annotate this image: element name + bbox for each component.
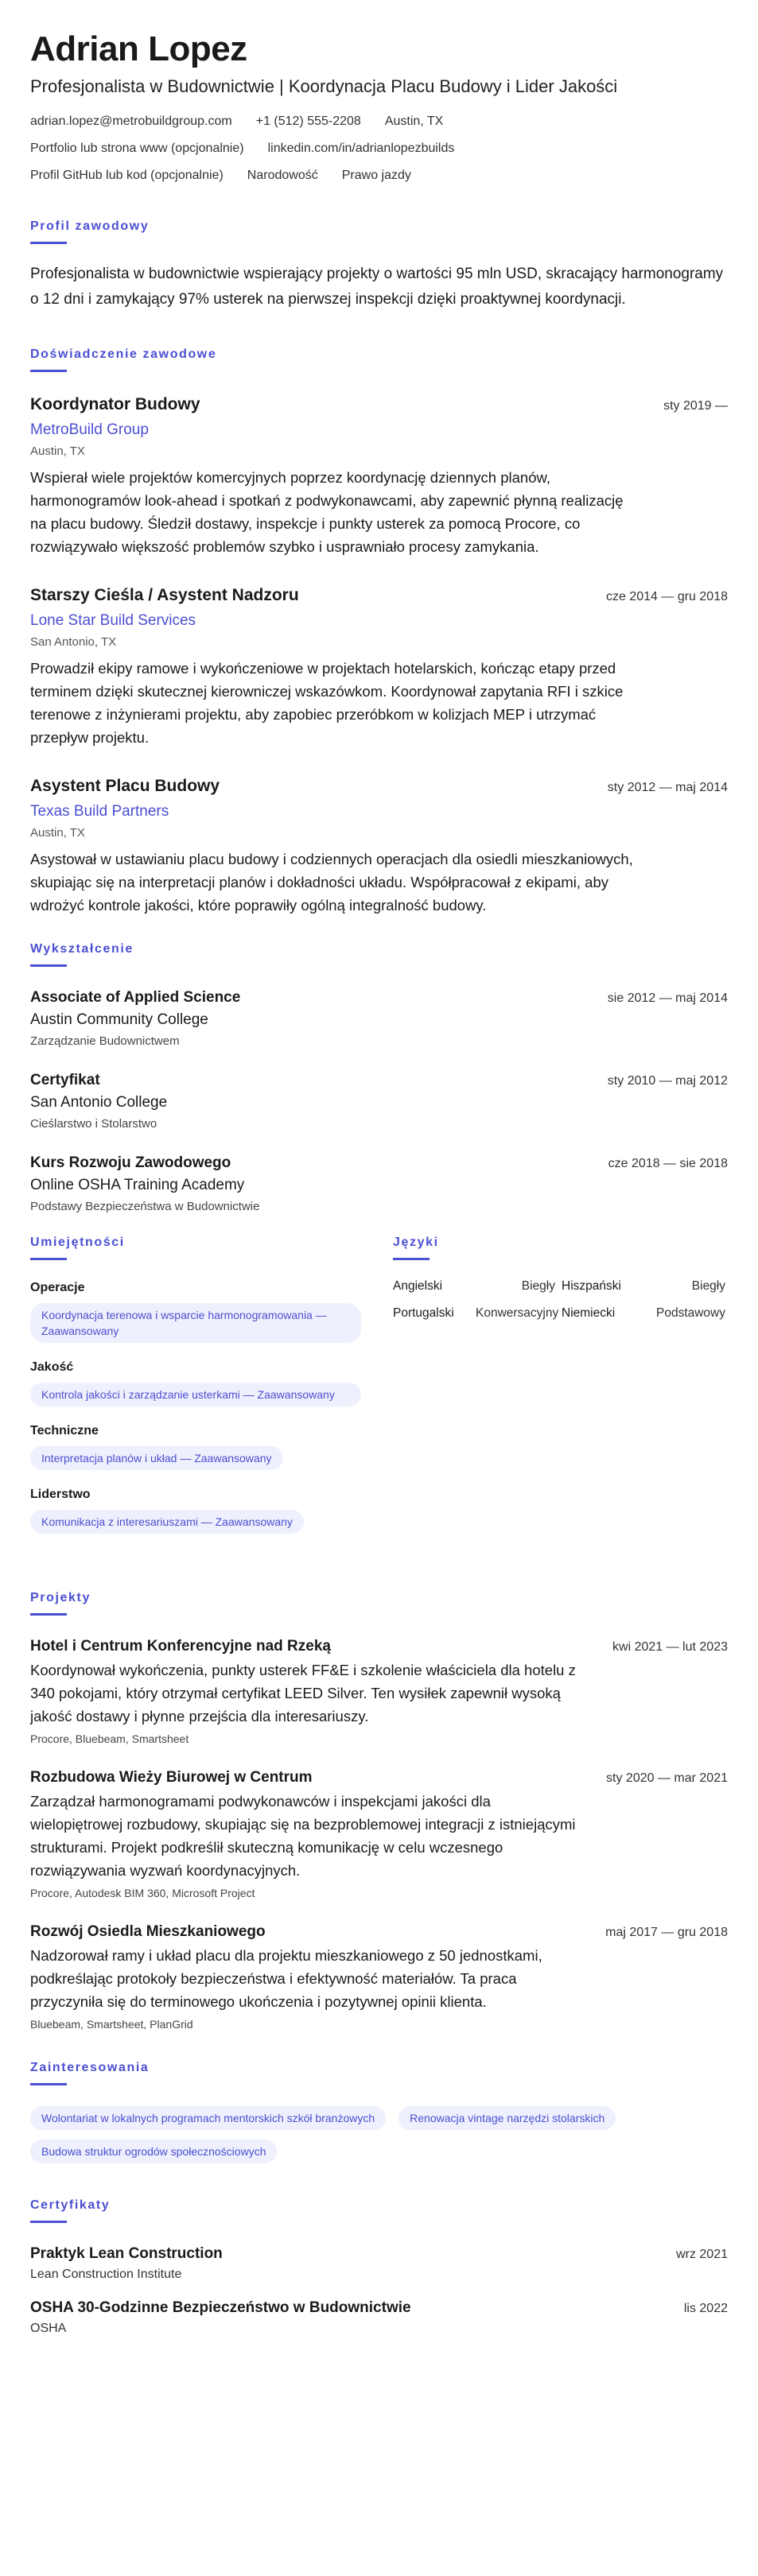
languages-grid [393, 1279, 725, 1321]
contact-row [30, 140, 728, 157]
education-institution: Austin Community College [30, 1011, 208, 1028]
job-date: sty 2019 — [663, 399, 728, 413]
education-item [30, 1153, 728, 1215]
section-title: Języki [393, 1236, 439, 1249]
project-title: Rozwój Osiedla Mieszkaniowego [30, 1923, 266, 1940]
section-title: Zainteresowania [30, 2061, 150, 2074]
interests-list [30, 2106, 714, 2163]
interest-pill: Budowa struktur ogrodów społecznościowych [30, 2140, 277, 2163]
education-field: Podstawy Bezpieczeństwa w Budownictwie [30, 1200, 260, 1213]
summary-section [30, 219, 728, 312]
certificate-date: wrz 2021 [676, 2248, 728, 2261]
job-description: Prowadził ekipy ramowe i wykończeniowe w projektach hotelarskich, kończąc etapy przed terminem dzięki skutecznej kierowniczej wskazówkom. Koordynował zapytania RFI i szkice terenowe z inżynierami projektu, aby zapobiec przeróbkom w kolizjach MEP i utrzymać przepływ projektu. [30, 660, 624, 746]
contact-github[interactable]: Profil GitHub lub kod (opcjonalnie) [30, 169, 224, 182]
project-title: Rozbudowa Wieży Biurowej w Centrum [30, 1769, 313, 1786]
candidate-headline: Profesjonalista w Budownictwie | Koordynacja Placu Budowy i Lider Jakości [30, 76, 618, 96]
summary-text: Profesjonalista w budownictwie wspierający projekty o wartości 95 mln USD, skracający harmonogramy o 12 dni i zamykający 97% usterek na pierwszej inspekcji dzięki proaktywnej koordynacji. [30, 266, 724, 308]
contact-nationality: Narodowość [247, 169, 318, 182]
section-title: Projekty [30, 1591, 91, 1604]
skill-pill: Koordynacja terenowa i wsparcie harmonogramowania — Zaawansowany [30, 1303, 361, 1343]
certificate-date: lis 2022 [683, 2302, 728, 2315]
section-title: Profil zawodowy [30, 219, 150, 233]
education-degree: Certyfikat [30, 1072, 100, 1088]
job-location: Austin, TX [30, 826, 85, 840]
contact-row [30, 167, 728, 184]
skill-group-name: Jakość [30, 1360, 74, 1374]
projects-section [30, 1591, 728, 2032]
contact-linkedin[interactable]: linkedin.com/in/adrianlopezbuilds [267, 142, 455, 155]
candidate-name: Adrian Lopez [30, 29, 247, 68]
job-company: Lone Star Build Services [30, 612, 196, 629]
language-name: Angielski [393, 1279, 443, 1293]
section-divider [30, 370, 67, 372]
contact-email[interactable]: adrian.lopez@metrobuildgroup.com [30, 114, 232, 128]
skill-group-name: Techniczne [30, 1424, 99, 1437]
education-date: cze 2018 — sie 2018 [608, 1157, 728, 1170]
education-institution: San Antonio College [30, 1094, 168, 1111]
interest-pill: Wolontariat w lokalnych programach mentorskich szkół branżowych [30, 2106, 386, 2130]
contact-portfolio[interactable]: Portfolio lub strona www (opcjonalnie) [30, 142, 244, 155]
job-description: Asystował w ustawianiu placu budowy i codziennych operacjach dla osiedli mieszkaniowych, skupiając się na interpretacji planów i dokładności układu. Współpracował z ekipami, aby wdrożyć kontrole jakości, które poprawiły ogólną integralność budowy. [30, 851, 633, 914]
section-divider [30, 2221, 67, 2223]
education-field: Zarządzanie Budownictwem [30, 1034, 180, 1048]
language-level: Podstawowy [655, 1306, 725, 1320]
project-date: maj 2017 — gru 2018 [605, 1926, 728, 1939]
skill-group [30, 1281, 361, 1343]
section-divider [393, 1258, 430, 1260]
job-company: Texas Build Partners [30, 803, 169, 820]
education-date: sty 2010 — maj 2012 [607, 1074, 728, 1088]
contact-location: Austin, TX [384, 114, 444, 128]
education-degree: Associate of Applied Science [30, 989, 241, 1006]
contact-license: Prawo jazdy [341, 169, 411, 182]
certificate-issuer: Lean Construction Institute [30, 2268, 182, 2281]
job-date: cze 2014 — gru 2018 [606, 590, 728, 603]
section-title: Certyfikaty [30, 2198, 111, 2212]
section-title: Doświadczenie zawodowe [30, 347, 217, 361]
job-title: Koordynator Budowy [30, 395, 200, 413]
language-level: Biegły [521, 1279, 555, 1293]
job-description: Wspierał wiele projektów komercyjnych poprzez koordynację dziennych planów, harmonogramów look-ahead i spotkań z podwykonawcami, aby zapewnić płynną realizację na placu budowy. Śledził dostawy, inspekcje i punkty usterek za pomocą Procore, co rozwiązywało większość problemów szybko i usprawniało procesy zamykania. [30, 469, 624, 555]
project-tech: Bluebeam, Smartsheet, PlanGrid [30, 2018, 193, 2031]
section-divider [30, 1613, 67, 1616]
skill-group [30, 1360, 361, 1406]
certificate-item [30, 2244, 728, 2283]
skill-pill: Kontrola jakości i zarządzanie usterkami — Zaawansowany [30, 1383, 361, 1406]
certificate-title: OSHA 30-Godzinne Bezpieczeństwo w Budownictwie [30, 2299, 411, 2316]
languages-section [393, 1236, 725, 1551]
skill-group [30, 1488, 361, 1534]
language-level: Konwersacyjny [476, 1306, 559, 1320]
project-description: Koordynował wykończenia, punkty usterek FF&E i szkolenie właściciela dla hotelu z 340 pokojami, który otrzymał certyfikat LEED Silver. Ten wysiłek zapewnił wysoką jakość dostawy i płynne przejścia dla interesariuszy. [30, 1662, 576, 1724]
skill-group-name: Operacje [30, 1281, 85, 1294]
skill-group-name: Liderstwo [30, 1488, 91, 1501]
contact-phone[interactable]: +1 (512) 555-2208 [255, 114, 361, 128]
education-degree: Kurs Rozwoju Zawodowego [30, 1154, 231, 1171]
experience-item [30, 774, 728, 917]
section-divider [30, 964, 67, 967]
certificate-title: Praktyk Lean Construction [30, 2245, 223, 2262]
project-item [30, 1636, 728, 1747]
language-name: Portugalski [393, 1306, 454, 1320]
job-title: Starszy Cieśla / Asystent Nadzoru [30, 586, 299, 604]
certificate-issuer: OSHA [30, 2322, 67, 2335]
interests-section [30, 2061, 728, 2163]
section-title: Wykształcenie [30, 942, 134, 956]
contact-info [30, 113, 728, 184]
section-title: Umiejętności [30, 1236, 125, 1249]
section-divider [30, 2083, 67, 2085]
project-item [30, 1767, 728, 1901]
education-section [30, 942, 728, 1215]
education-date: sie 2012 — maj 2014 [607, 991, 728, 1005]
resume-header [30, 29, 728, 184]
skill-pill: Komunikacja z interesariuszami — Zaawansowany [30, 1510, 304, 1534]
project-date: sty 2020 — mar 2021 [606, 1771, 728, 1785]
experience-item [30, 584, 728, 749]
job-location: San Antonio, TX [30, 635, 117, 649]
certificates-section [30, 2198, 728, 2337]
project-title: Hotel i Centrum Konferencyjne nad Rzeką [30, 1638, 331, 1655]
education-institution: Online OSHA Training Academy [30, 1177, 245, 1193]
skill-pill: Interpretacja planów i układ — Zaawansowany [30, 1446, 283, 1470]
education-field: Cieślarstwo i Stolarstwo [30, 1117, 157, 1131]
experience-item [30, 393, 728, 558]
certificate-item [30, 2298, 728, 2337]
section-divider [30, 1258, 67, 1260]
education-item [30, 987, 728, 1049]
section-divider [30, 242, 67, 244]
job-title: Asystent Placu Budowy [30, 777, 220, 795]
project-description: Nadzorował ramy i układ placu dla projektu mieszkaniowego z 50 jednostkami, podkreślając protokoły bezpieczeństwa i efektywność materiałów. Ta praca przyczyniła się do terminowego ukończenia i pozytywnej opinii klienta. [30, 1947, 542, 2010]
project-tech: Procore, Autodesk BIM 360, Microsoft Project [30, 1887, 255, 1899]
job-date: sty 2012 — maj 2014 [607, 781, 728, 794]
skills-section [30, 1236, 361, 1551]
job-location: Austin, TX [30, 444, 85, 458]
project-description: Zarządzał harmonogramami podwykonawców i inspekcjami jakości dla wielopiętrowej rozbudowy, skupiając się na bezproblemowej integracji z istniejącymi strukturami. Projekt podkreślił skuteczną komunikację w celu wczesnego rozwiązywania wyzwań koordynacyjnych. [30, 1793, 576, 1879]
education-item [30, 1070, 728, 1132]
project-item [30, 1922, 728, 2032]
language-name: Niemiecki [562, 1306, 616, 1320]
contact-row [30, 113, 728, 130]
interest-pill: Renowacja vintage narzędzi stolarskich [398, 2106, 616, 2130]
language-level: Biegły [691, 1279, 725, 1293]
skill-group [30, 1424, 361, 1470]
language-name: Hiszpański [562, 1279, 621, 1293]
experience-section [30, 347, 728, 917]
project-tech: Procore, Bluebeam, Smartsheet [30, 1732, 189, 1745]
skills-languages-row [30, 1236, 728, 1551]
job-company: MetroBuild Group [30, 421, 149, 438]
project-date: kwi 2021 — lut 2023 [612, 1640, 728, 1654]
